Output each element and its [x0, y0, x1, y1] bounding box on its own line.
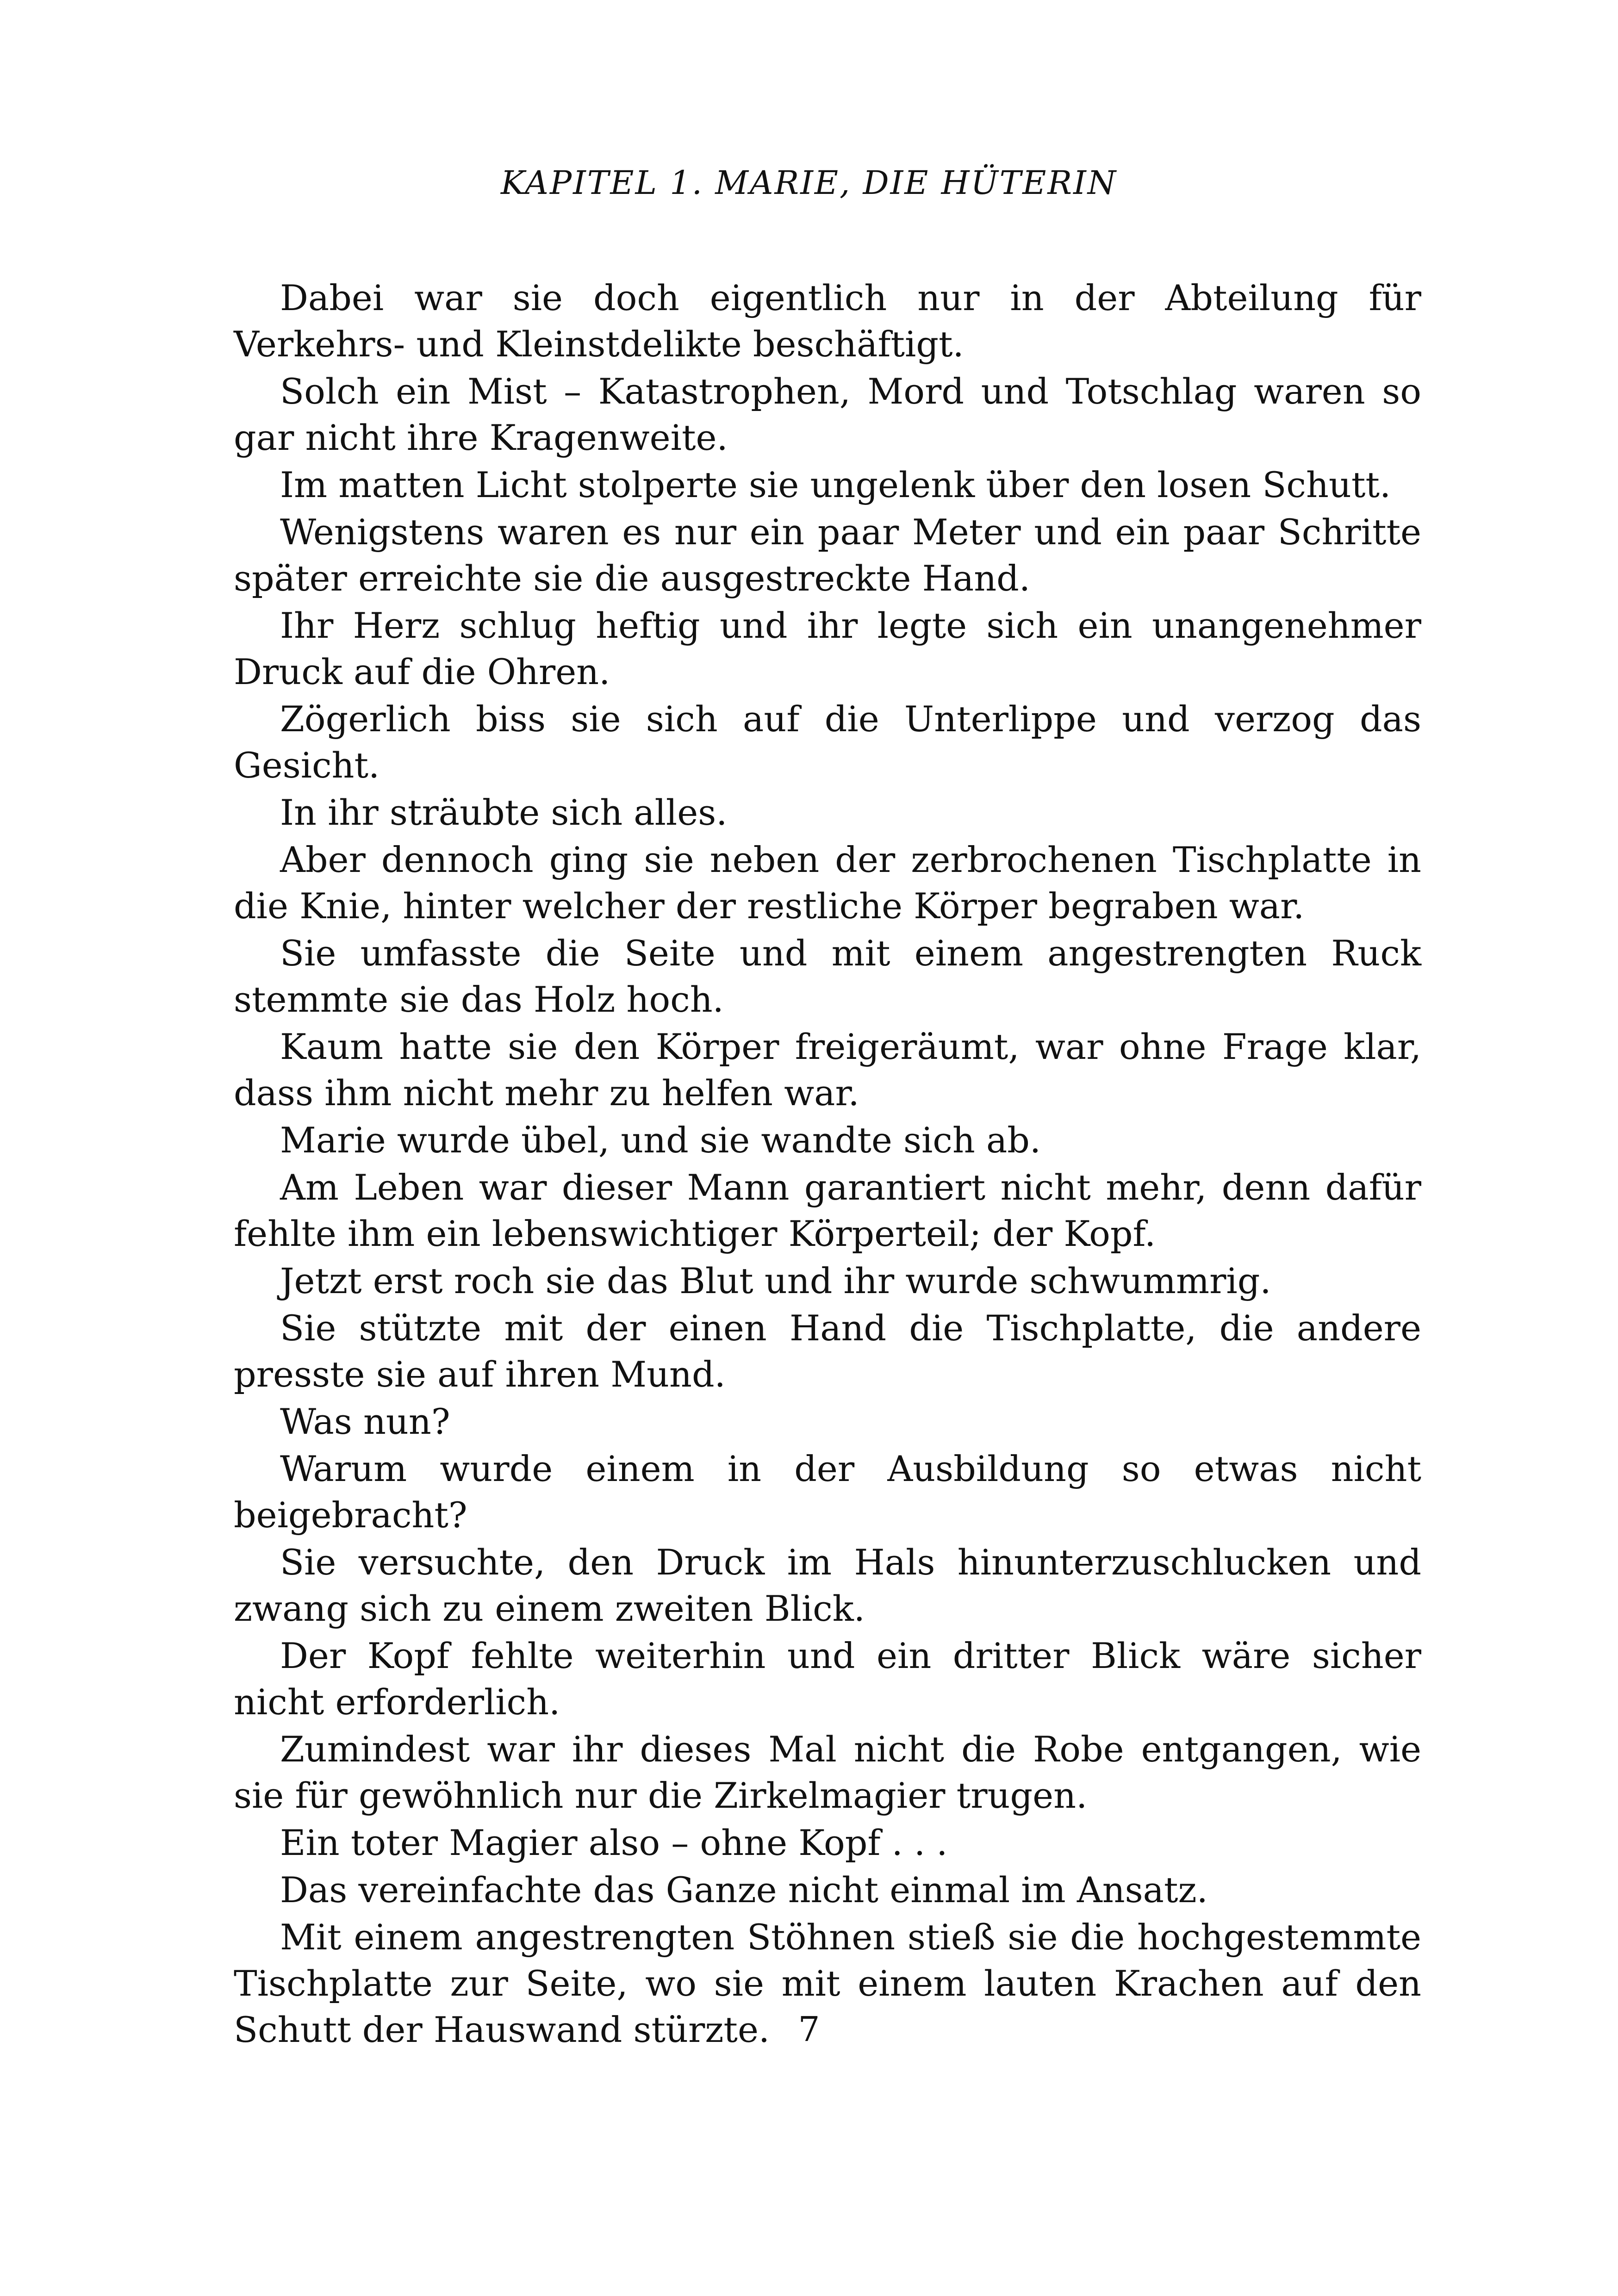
- paragraph: Was nun?: [280, 1401, 450, 1442]
- paragraph: Das vereinfachte das Ganze nicht einmal im Ansatz.: [280, 1869, 1208, 1910]
- paragraph: Sie versuchte, den Druck im Hals hinunterzuschlucken und zwang sich zu einem zweiten Blick.: [234, 1542, 1421, 1629]
- paragraph: Warum wurde einem in der Ausbildung so etwas nicht beigebracht?: [234, 1448, 1421, 1536]
- paragraph: Kaum hatte sie den Körper freigeräumt, war ohne Frage klar, dass ihm nicht mehr zu helfen war.: [234, 1026, 1421, 1114]
- body-text: [234, 275, 1421, 2054]
- paragraph: Wenigstens waren es nur ein paar Meter und ein paar Schritte später erreichte sie die ausgestreckte Hand.: [234, 511, 1421, 599]
- running-head: KAPITEL 1. MARIE, DIE HÜTERIN: [500, 164, 1118, 202]
- paragraph: Ein toter Magier also – ohne Kopf . . .: [280, 1822, 948, 1863]
- paragraph: Im matten Licht stolperte sie ungelenk über den losen Schutt.: [280, 464, 1391, 505]
- paragraph: Marie wurde übel, und sie wandte sich ab.: [280, 1120, 1041, 1161]
- paragraph: Zumindest war ihr dieses Mal nicht die Robe entgangen, wie sie für gewöhnlich nur die Zirkelmagier trugen.: [234, 1729, 1421, 1816]
- paragraph: Der Kopf fehlte weiterhin und ein dritter Blick wäre sicher nicht erforderlich.: [234, 1635, 1421, 1723]
- paragraph: Sie umfasste die Seite und mit einem angestrengten Ruck stemmte sie das Holz hoch.: [234, 933, 1421, 1020]
- page-number: 7: [798, 2010, 820, 2049]
- paragraph: Ihr Herz schlug heftig und ihr legte sich ein unangenehmer Druck auf die Ohren.: [234, 605, 1421, 692]
- paragraph: Solch ein Mist – Katastrophen, Mord und Totschlag waren so gar nicht ihre Kragenweite.: [234, 371, 1421, 458]
- paragraph: Zögerlich biss sie sich auf die Unterlippe und verzog das Gesicht.: [234, 698, 1421, 786]
- paragraph: Dabei war sie doch eigentlich nur in der Abteilung für Verkehrs- und Kleinstdelikte beschäftigt.: [234, 277, 1421, 365]
- paragraph: Aber dennoch ging sie neben der zerbrochenen Tischplatte in die Knie, hinter welcher der restliche Körper begraben war.: [234, 839, 1421, 927]
- paragraph: Am Leben war dieser Mann garantiert nicht mehr, denn dafür fehlte ihm ein lebenswichtiger Körperteil; der Kopf.: [234, 1167, 1421, 1254]
- paragraph: Jetzt erst roch sie das Blut und ihr wurde schwummrig.: [280, 1260, 1271, 1301]
- paragraph: Sie stützte mit der einen Hand die Tischplatte, die andere presste sie auf ihren Mund.: [234, 1307, 1421, 1395]
- paragraph: In ihr sträubte sich alles.: [280, 792, 728, 833]
- paragraph: Mit einem angestrengten Stöhnen stieß sie die hochgestemmte Tischplatte zur Seite, wo sie mit einem lauten Krachen auf den Schutt der Hauswand stürzte.: [234, 1916, 1421, 2050]
